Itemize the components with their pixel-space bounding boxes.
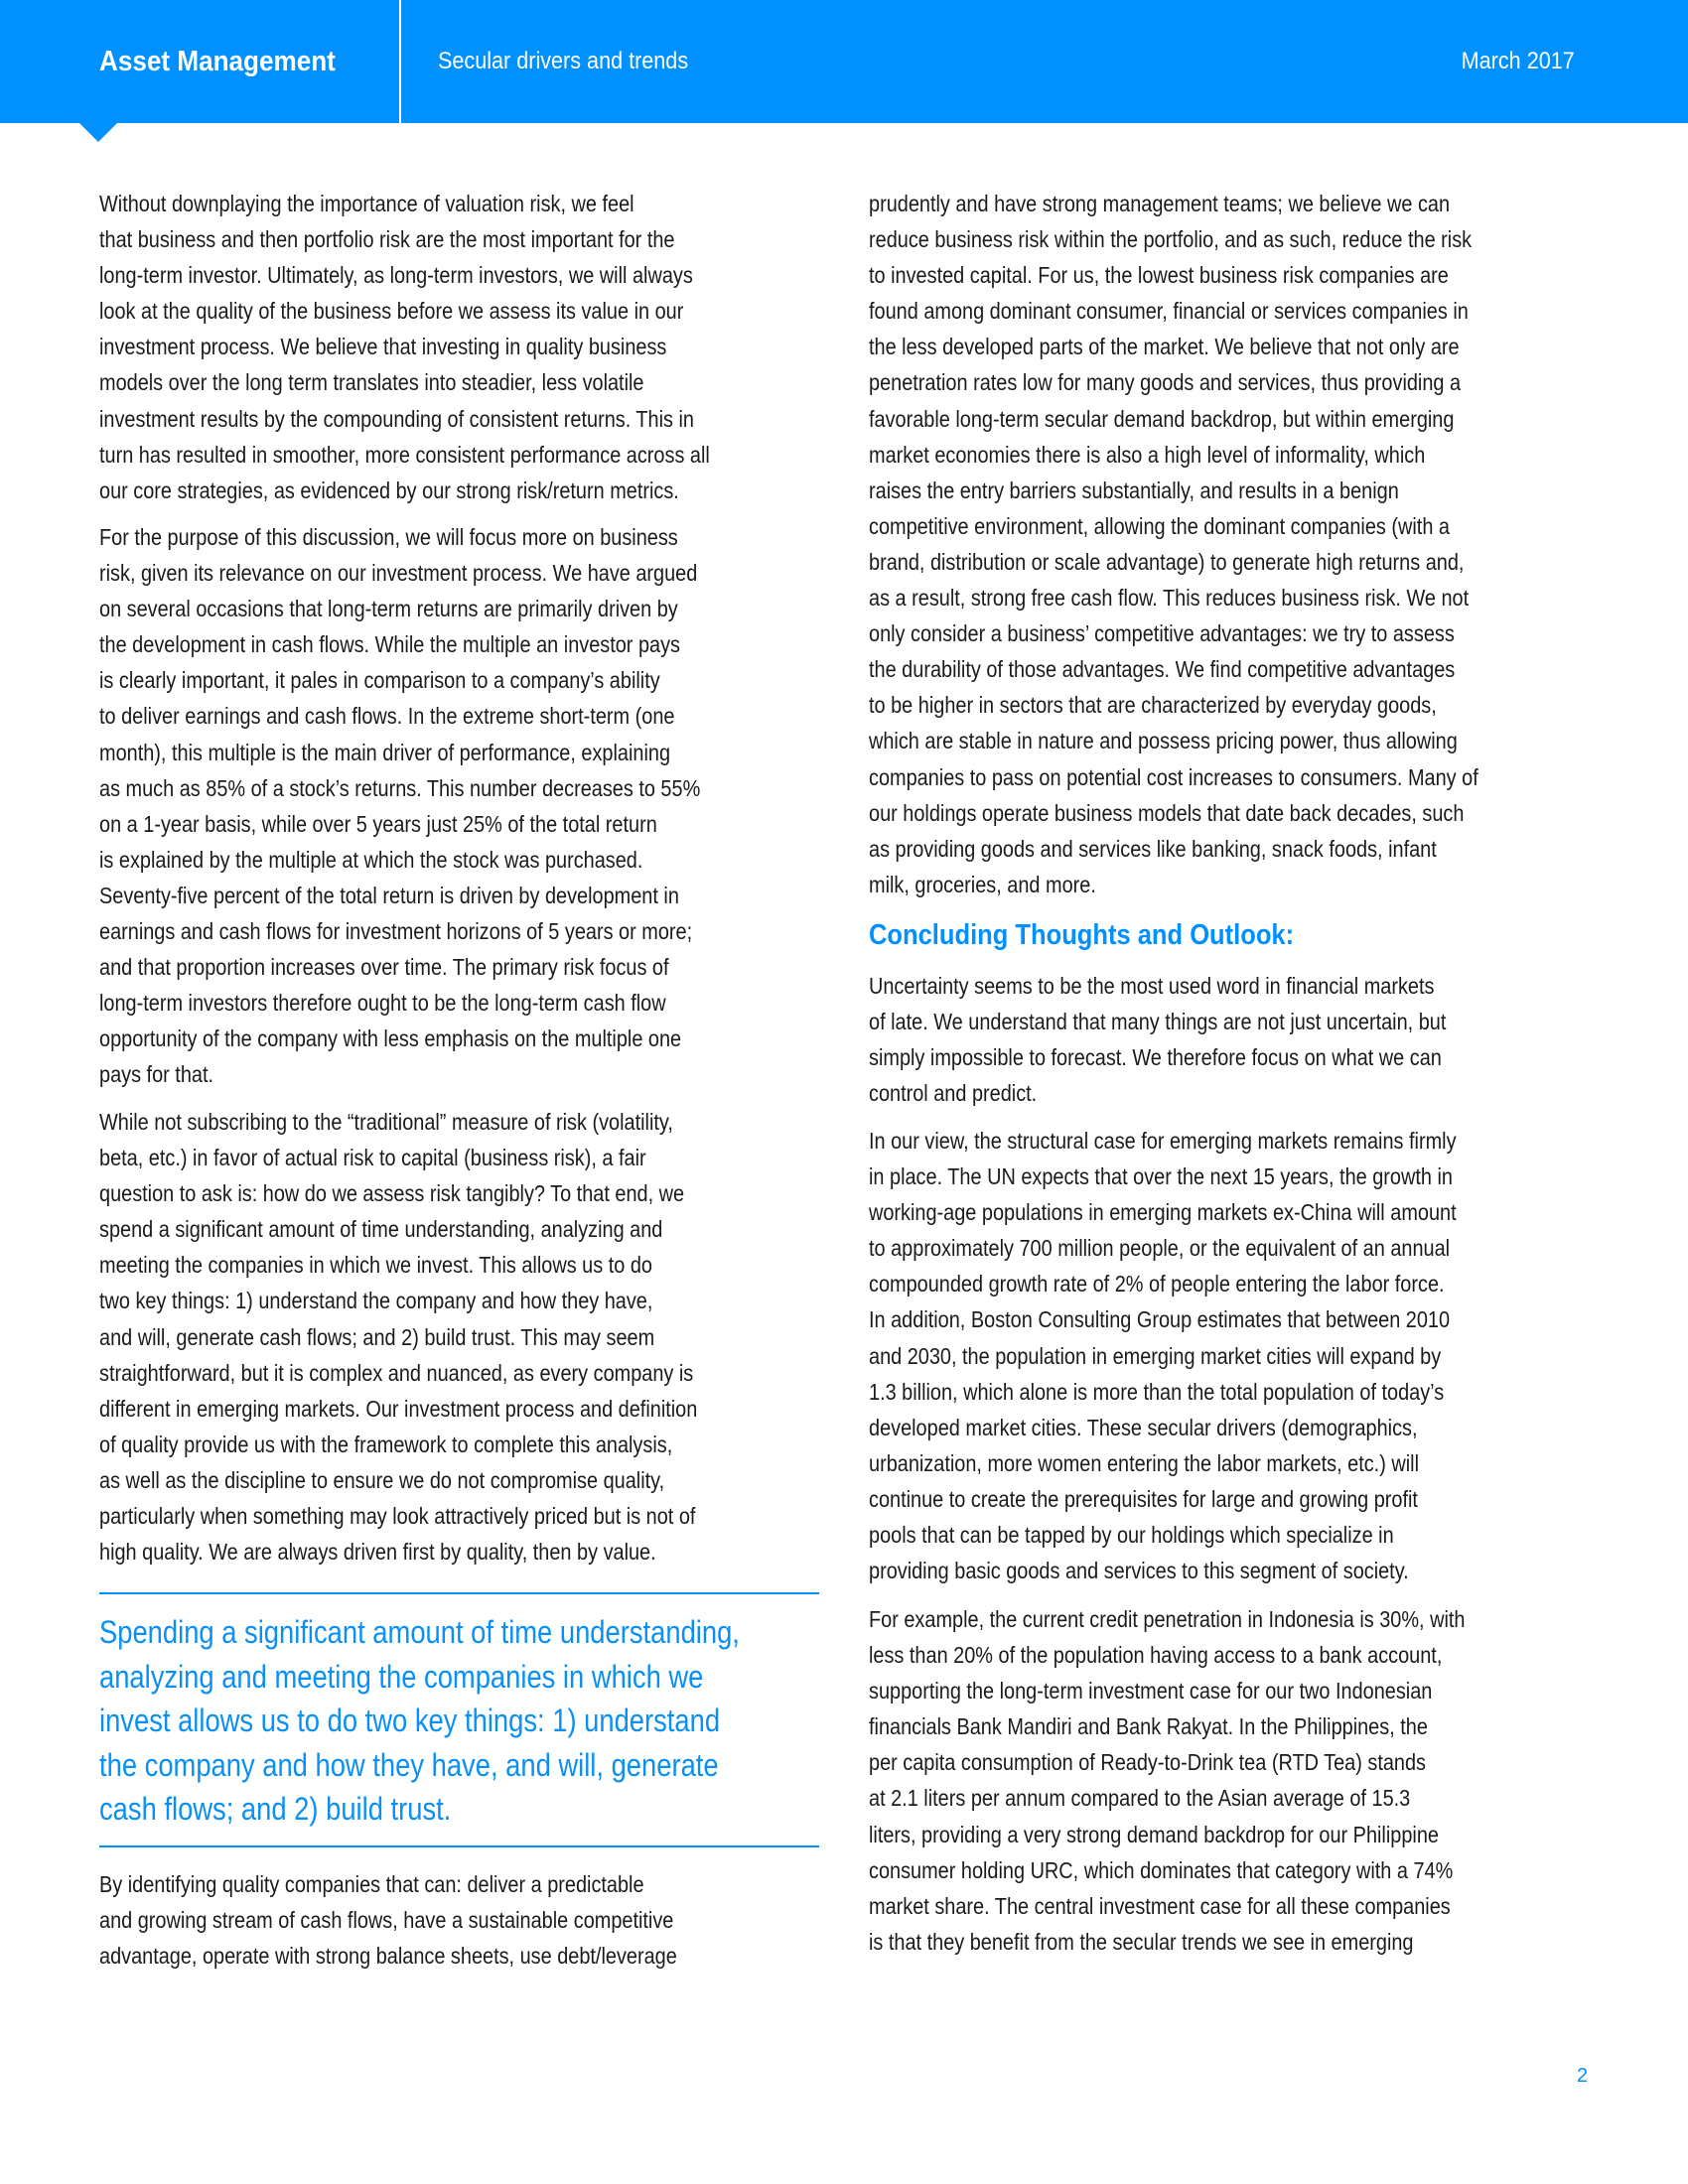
body-paragraph: Uncertainty seems to be the most used word in financial markets of late. We understand that many things are not just uncertain, but simply impossible to forecast. We therefore focus on what we can control and predict. xyxy=(869,973,1447,1107)
brand-title: Asset Management xyxy=(99,46,336,77)
publication-date: March 2017 xyxy=(1461,48,1575,74)
body-paragraph: While not subscribing to the “traditional” measure of risk (volatility, beta, etc.) in favor of actual risk to capital (business risk), a fair question to ask is: how do we assess risk tangibly? To that end, we spend a significant amount of time understanding, analyzing and meeting the companies in which we invest. This allows us to do two key things: 1) understand the company and how they have, and will, generate cash flows; and 2) build trust. This may seem straightforward, but it is complex and nuanced, as every company is different in emerging markets. Our investment process and definition of quality provide us with the framework to complete this analysis, as well as the discipline to ensure we do not compromise quality, particularly when something may look attractively priced but is not of high quality. We are always driven first by quality, then by value. xyxy=(99,1109,698,1566)
body-paragraph: prudently and have strong management teams; we believe we can reduce business risk within the portfolio, and as such, reduce the risk to invested capital. For us, the lowest business risk companies are found among dominant consumer, financial or services companies in the less developed parts of the market. We believe that not only are penetration rates low for many goods and services, thus providing a favorable long-term secular demand backdrop, but within emerging market economies there is also a high level of informality, which raises the entry barriers substantially, and results in a benign competitive environment, allowing the dominant companies (with a brand, distribution or scale advantage) to generate high returns and, as a result, strong free cash flow. This reduces business risk. We not only consider a business’ competitive advantages: we try to assess the durability of those advantages. We find competitive advantages to be higher in sectors that are characterized by everyday goods, which are stable in nature and possess pricing power, thus allowing companies to pass on potential cost increases to consumers. Many of our holdings operate business models that date back decades, such as providing goods and services like banking, snack foods, infant milk, groceries, and more. xyxy=(869,191,1478,897)
pull-quote-top-rule xyxy=(99,1592,819,1594)
body-paragraph: For the purpose of this discussion, we will focus more on business risk, given its relevance on our investment process. We have argued on several occasions that long-term returns are primarily driven by the development in cash flows. While the multiple an investor pays is clearly important, it pales in comparison to a company’s ability to deliver earnings and cash flows. In the extreme short-term (one month), this multiple is the main driver of performance, explaining as much as 85% of a stock’s returns. This number decreases to 55% on a 1-year basis, while over 5 years just 25% of the total return is explained by the multiple at which the stock was purchased. Seventy-five percent of the total return is driven by development in earnings and cash flows for investment horizons of 5 years or more; and that proportion increases over time. The primary risk focus of long-term investors therefore ought to be the long-term cash flow opportunity of the company with less emphasis on the multiple one pays for that. xyxy=(99,524,701,1088)
body-paragraph: In our view, the structural case for emerging markets remains firmly in place. The UN expects that over the next 15 years, the growth in working-age populations in emerging markets ex-China will amount to approximately 700 million people, or the equivalent of an annual compounded growth rate of 2% of people entering the labor force. In addition, Boston Consulting Group estimates that between 2010 and 2030, the population in emerging market cities will expand by 1.3 billion, which alone is more than the total population of today’s developed market cities. These secular drivers (demographics, urbanization, more women entering the labor markets, etc.) will continue to create the prerequisites for large and growing profit pools that can be tapped by our holdings which specialize in providing basic goods and services to this segment of society. xyxy=(869,1128,1457,1584)
section-title: Secular drivers and trends xyxy=(438,48,689,74)
section-heading: Concluding Thoughts and Outlook: xyxy=(869,919,1295,951)
header-divider xyxy=(399,0,401,123)
page-header xyxy=(0,0,1688,123)
pull-quote: Spending a significant amount of time understanding, analyzing and meeting the companies in which we invest allows us to do two key things: 1) understand the company and how they have, and will, generate cash flows; and 2) build trust. xyxy=(99,1614,740,1827)
pull-quote-bottom-rule xyxy=(99,1845,819,1847)
header-pointer-triangle xyxy=(79,123,117,142)
body-paragraph: For example, the current credit penetration in Indonesia is 30%, with less than 20% of the population having access to a bank account, supporting the long-term investment case for our two Indonesian financials Bank Mandiri and Bank Rakyat. In the Philippines, the per capita consumption of Ready-to-Drink tea (RTD Tea) stands at 2.1 liters per annum compared to the Asian average of 15.3 liters, providing a very strong demand backdrop for our Philippine consumer holding URC, which dominates that category with a 74% market share. The central investment case for all these companies is that they benefit from the secular trends we see in emerging xyxy=(869,1606,1466,1955)
page-number: 2 xyxy=(1577,2065,1589,2087)
body-paragraph: Without downplaying the importance of valuation risk, we feel that business and then portfolio risk are the most important for the long-term investor. Ultimately, as long-term investors, we will always look at the quality of the business before we assess its value in our investment process. We believe that investing in quality business models over the long term translates into steadier, less volatile investment results by the compounding of consistent returns. This in turn has resulted in smoother, more consistent performance across all our core strategies, as evidenced by our strong risk/return metrics. xyxy=(99,191,710,503)
body-paragraph: By identifying quality companies that can: deliver a predictable and growing stream of cash flows, have a sustainable competitive advantage, operate with strong balance sheets, use debt/leverage xyxy=(99,1871,677,1970)
